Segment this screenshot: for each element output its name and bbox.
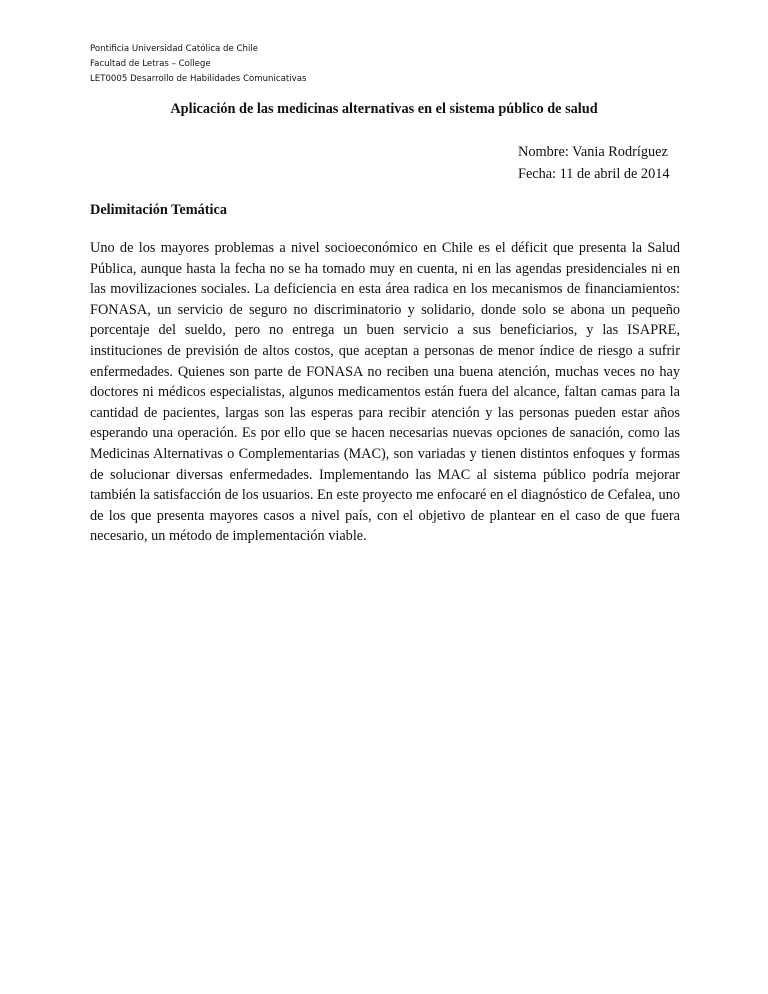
section-heading: Delimitación Temática (90, 202, 227, 218)
body-paragraph: Uno de los mayores problemas a nivel socioeconómico en Chile es el déficit que presenta la Salud Pública, aunque hasta la fecha no se ha tomado muy en cuenta, ni en las agendas presidenciales ni en las movilizaciones sociales. La deficiencia en esta área radica en los mecanismos de financiamientos: FONASA, un servicio de seguro no discriminatorio y solidario, donde solo se abona un pequeño porcentaje del sueldo, pero no entrega un buen servicio a sus beneficiarios, y las ISAPRE, instituciones de previsión de altos costos, que aceptan a personas de menor índice de riesgo a sufrir enfermedades. Quienes son parte de FONASA no reciben una buena atención, muchas veces no hay doctores ni médicos especialistas, algunos medicamentos están fuera del alcance, faltan camas para la cantidad de pacientes, largas son las esperas para recibir atención y las personas pueden estar años esperando una operación. Es por ello que se hacen necesarias nuevas opciones de sanación, como las Medicinas Alternativas o Complementarias (MAC), son variadas y tienen distintos enfoques y formas de solucionar diversas enfermedades. Implementando las MAC al sistema público podría mejorar también la satisfacción de los usuarios. En este proyecto me enfocaré en el diagnóstico de Cefalea, uno de los que presenta mayores casos a nivel país, con el objetivo de plantear en el caso de que fuera necesario, un método de implementación viable. (90, 240, 680, 545)
header-course: LET0005 Desarrollo de Habilidades Comunicativas (90, 74, 307, 84)
document-title: Aplicación de las medicinas alternativas en el sistema público de salud (170, 101, 598, 117)
document-header (90, 42, 306, 87)
header-faculty: Facultad de Letras – College (90, 59, 211, 69)
header-institution: Pontificia Universidad Católica de Chile (90, 44, 259, 54)
document-date: Fecha: 11 de abril de 2014 (518, 166, 670, 182)
author-name: Nombre: Vania Rodríguez (518, 144, 668, 160)
author-date-block (518, 141, 670, 185)
